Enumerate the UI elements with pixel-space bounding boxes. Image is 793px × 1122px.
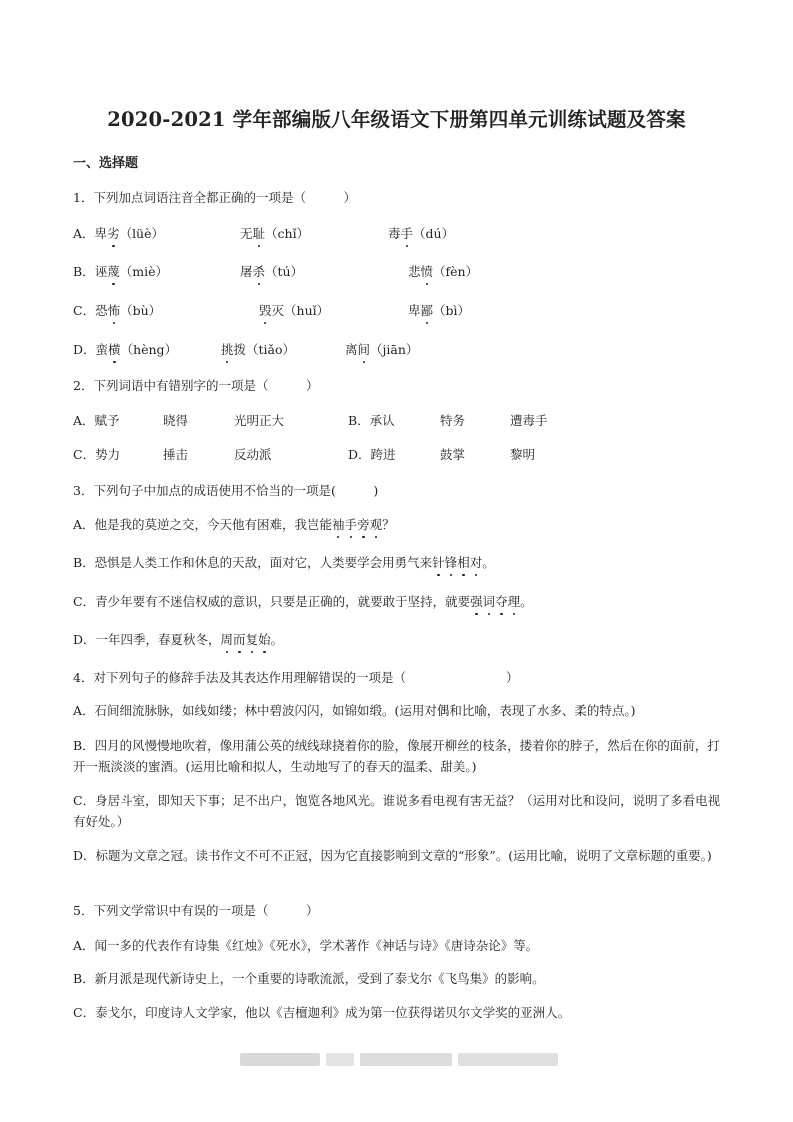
q3-option-c: C．青少年要有不迷信权威的意识，只要是正确的，就要敢于坚持，就要强词夺理。 xyxy=(73,594,533,609)
q4-option-a: A．石间细流脉脉，如线如缕；林中碧波闪闪，如锦如缎。(运用对偶和比喻，表现了水多、柔的特点。) xyxy=(73,703,636,718)
section-heading: 一、选择题 xyxy=(73,156,139,171)
q2-word: 捶击 xyxy=(163,447,189,462)
q3-option-b: B．恐惧是人类工作和休息的天敌，面对它，人类要学会用勇气来针锋相对。 xyxy=(73,555,495,570)
q1-option-a-2: 无耻（chǐ） xyxy=(240,226,310,241)
q3-option-d: D．一年四季，春夏秋冬，周而复始。 xyxy=(73,632,284,647)
question-2-stem: 2．下列词语中有错别字的一项是（ ） xyxy=(73,378,319,393)
q2-word: 反动派 xyxy=(234,447,272,462)
q1-option-a: A．卑劣（lüè） xyxy=(73,226,165,241)
question-3-stem: 3．下列句子中加点的成语使用不恰当的一项是( ) xyxy=(73,483,379,498)
q5-option-b: B．新月派是现代新诗史上，一个重要的诗歌流派，受到了泰戈尔《飞鸟集》的影响。 xyxy=(73,971,545,986)
q1-option-b-2: 屠杀（tú） xyxy=(240,264,304,279)
q2-word: 晓得 xyxy=(163,413,189,428)
q2-word: A．赋予 xyxy=(73,413,120,428)
question-4-stem: 4．对下列句子的修辞手法及其表达作用理解错误的一项是（ ） xyxy=(73,670,519,685)
q2-word: D．跨进 xyxy=(348,447,396,462)
q5-option-a: A．闻一多的代表作有诗集《红烛》《死水》，学术著作《神话与诗》《唐诗杂论》等。 xyxy=(73,938,539,953)
q1-option-a-3: 毒手（dú） xyxy=(388,226,455,241)
q1-option-c-3: 卑鄙（bì） xyxy=(408,303,471,318)
q2-word: 黎明 xyxy=(510,447,536,462)
q1-option-c: C．恐怖（bù） xyxy=(73,303,162,318)
q1-option-b: B．诬蔑（miè） xyxy=(73,264,168,279)
dotted-idiom: 袖手旁观 xyxy=(332,517,383,532)
question-1-stem: 1．下列加点词语注音全都正确的一项是（ ） xyxy=(73,190,356,205)
q4-option-c: C．身居斗室，即知天下事；足不出户，饱览各地风光。谁说多看电视有害无益？（运用对比和设问，说明了多看电视有好处。） xyxy=(73,793,721,829)
q2-word: 光明正大 xyxy=(234,413,285,428)
q1-option-d-2: 挑拨（tiǎo） xyxy=(221,342,296,357)
question-5-stem: 5．下列文学常识中有误的一项是（ ） xyxy=(73,903,319,918)
q2-word: B．承认 xyxy=(348,413,395,428)
q4-option-b: B．四月的风慢慢地吹着，像用蒲公英的绒线球挠着你的脸，像展开柳丝的枝条，搂着你的脖子，然后在你的面前，打开一瓶淡淡的蜜酒。(运用比喻和拟人，生动地写了的春天的温柔、甜美。) xyxy=(73,738,720,774)
q2-word: 特务 xyxy=(440,413,466,428)
page-title: 2020-2021 学年部编版八年级语文下册第四单元训练试题及答案 xyxy=(107,108,686,131)
q4-option-d: D．标题为文章之冠。读书作文不可不正冠，因为它直接影响到文章的“形象”。(运用比喻，说明了文章标题的重要。) xyxy=(73,848,712,863)
q2-word: C．势力 xyxy=(73,447,121,462)
q1-option-d-3: 离间（jiān） xyxy=(345,342,419,357)
footer-watermark xyxy=(240,1053,558,1066)
dotted-idiom: 强词夺理 xyxy=(470,594,521,609)
q2-word: 鼓掌 xyxy=(440,447,466,462)
q1-option-c-2: 毁灭（huǐ） xyxy=(259,303,330,318)
q3-option-a: A．他是我的莫逆之交，今天他有困难，我岂能袖手旁观？ xyxy=(73,517,395,532)
q1-option-b-3: 悲愤（fèn） xyxy=(408,264,479,279)
q2-word: 遭毒手 xyxy=(510,413,548,428)
q1-option-d: D．蛮横（hèng） xyxy=(73,342,178,357)
dotted-idiom: 针锋相对 xyxy=(432,555,483,570)
dotted-idiom: 周而复始 xyxy=(220,632,271,647)
q5-option-c: C．泰戈尔，印度诗人文学家，他以《吉檀迦利》成为第一位获得诺贝尔文学奖的亚洲人。 xyxy=(73,1005,571,1020)
